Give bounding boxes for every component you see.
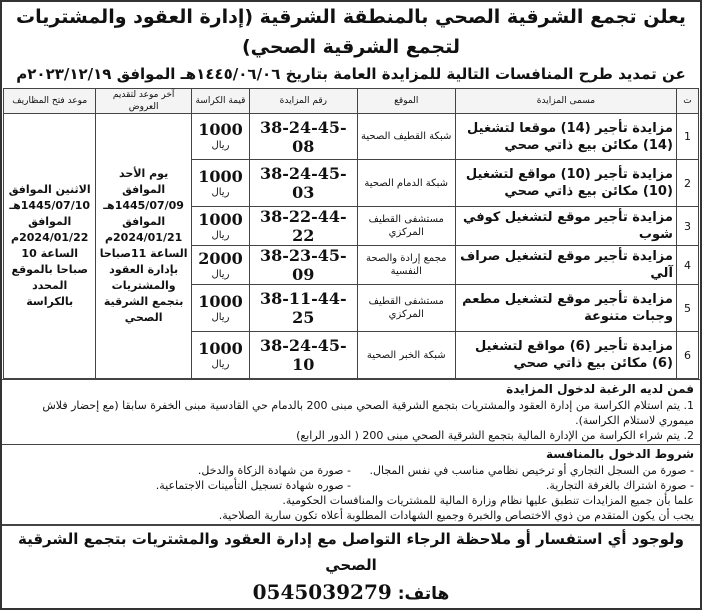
booklet-value <box>191 114 249 160</box>
value-amount: 1000 <box>198 291 243 311</box>
value-amount: 1000 <box>198 166 243 186</box>
entry-title: فمن لديه الرغبة لدخول المزايدة <box>506 382 694 396</box>
auctions-table <box>3 88 699 379</box>
auction-location: شبكة الدمام الصحية <box>357 160 455 207</box>
col-header: رقم المزايدة <box>250 89 357 114</box>
auction-location: شبكة القطيف الصحية <box>357 114 455 160</box>
auction-name: مزايدة تأجير موقع لتشغيل صراف آلي <box>455 246 676 285</box>
value-amount: 1000 <box>198 338 243 358</box>
contact-footer <box>2 524 700 608</box>
value-currency: ريال <box>211 358 230 370</box>
row-number: 1 <box>676 114 698 160</box>
submission-deadline: يوم الأحد الموافق 1445/07/09هـ الموافق 2024/01/21م الساعة 11صباحا بإدارة العقود والمشتريات بتجمع الشرقية الصحي <box>96 114 191 379</box>
auction-name: مزايدة تأجير (10) مواقع لتشغيل (10) مكائن بيع ذاتي صحي <box>455 160 676 207</box>
table-row <box>4 114 699 160</box>
auction-number: 38-11-44-25 <box>250 285 357 332</box>
col-header: الموقع <box>357 89 455 114</box>
auction-name: مزايدة تأجير (14) موقعا لتشغيل (14) مكائن بيع ذاتي صحي <box>455 114 676 160</box>
contact-text: ولوجود أي استفسار أو ملاحظة الرجاء التواصل مع إدارة العقود والمشتريات بتجمع الشرقية الصحي <box>17 530 684 574</box>
entry-item: 2. يتم شراء الكراسة من الإدارة المالية بتجمع الشرقية الصحي مبنى 200 ( الدور الرابع) <box>296 429 694 442</box>
announcement-subtitle: عن تمديد طرح المنافسات التالية للمزايدة العامة بتاريخ ١٤٤٥/٠٦/٠٦هـ الموافق ٢٠٢٣/١٢/١٩م <box>16 65 686 83</box>
auction-number: 38-24-45-03 <box>250 160 357 207</box>
announcement-title: يعلن تجمع الشرقية الصحي بالمنطقة الشرقية (إدارة العقود والمشتريات لتجمع الشرقية الصحي) <box>16 6 686 58</box>
value-amount: 1000 <box>198 209 243 229</box>
value-currency: ريال <box>211 229 230 241</box>
row-number: 5 <box>676 285 698 332</box>
value-currency: ريال <box>211 268 230 280</box>
value-amount: 1000 <box>198 120 243 139</box>
value-currency: ريال <box>211 311 230 323</box>
auction-name: مزايدة تأجير (6) مواقع لتشغيل (6) مكائن بيع ذاتي صحي <box>455 332 676 379</box>
condition-doc: - صوره شهادة تسجيل التأمينات الاجتماعية. <box>155 479 351 492</box>
col-header: قيمة الكراسة <box>191 89 249 114</box>
envelope-opening: الاثنين الموافق 1445/07/10هـ الموافق 2024/01/22م الساعة 10 صباحا بالموقع المحدد بالكراسة <box>4 114 96 379</box>
col-header: ت <box>676 89 698 114</box>
col-header: موعد فتح المظاريف <box>4 89 96 114</box>
col-header: مسمى المزايدة <box>455 89 676 114</box>
auction-number: 38-24-45-10 <box>250 332 357 379</box>
auction-location: مستشفى القطيف المركزي <box>357 285 455 332</box>
value-currency: ريال <box>211 186 230 198</box>
condition-note: يجب أن يكون المتقدم من ذوي الاختصاص والخبرة وجميع الشهادات المطلوبة أعلاه تكون سارية الصلاحية. <box>218 509 694 522</box>
phone-label: هاتف: <box>397 584 450 604</box>
condition-doc: - صورة من السجل التجاري أو ترخيص نظامي مناسب في نفس المجال. <box>369 464 694 477</box>
auction-number: 38-23-45-09 <box>250 246 357 285</box>
auction-location: مجمع إرادة والصحة النفسية <box>357 246 455 285</box>
booklet-value <box>191 332 249 379</box>
entry-section <box>2 379 700 444</box>
auction-location: شبكة الخبر الصحية <box>357 332 455 379</box>
auction-name: مزايدة تأجير موقع لتشغيل كوفي شوب <box>455 207 676 246</box>
value-amount: 2000 <box>198 248 243 268</box>
entry-item: 1. يتم استلام الكراسة من إدارة العقود والمشتريات بتجمع الشرقية الصحي مبنى 200 بالدمام حي القادسية مبنى الخفرة سابقا (مع إحضار فلاش ميموري لاستلام الكراسة). <box>42 399 694 427</box>
auction-number: 38-24-45-08 <box>250 114 357 160</box>
conditions-title: شروط الدخول بالمنافسة <box>546 447 694 461</box>
booklet-value <box>191 246 249 285</box>
condition-doc: - صورة اشتراك بالغرفة التجارية. <box>545 479 694 492</box>
booklet-value <box>191 285 249 332</box>
condition-doc: - صورة من شهادة الزكاة والدخل. <box>197 464 351 477</box>
row-number: 4 <box>676 246 698 285</box>
row-number: 3 <box>676 207 698 246</box>
booklet-value <box>191 207 249 246</box>
condition-note: علما بأن جميع المزايدات تنطبق عليها نظام وزارة المالية للمشتريات والمنافسات الحكومية. <box>282 494 694 507</box>
auction-number: 38-22-44-22 <box>250 207 357 246</box>
row-number: 2 <box>676 160 698 207</box>
phone-number: 0545039279 <box>252 580 392 604</box>
table-header <box>4 89 699 114</box>
booklet-value <box>191 160 249 207</box>
col-header: آخر موعد لتقديم العروض <box>96 89 191 114</box>
row-number: 6 <box>676 332 698 379</box>
value-currency: ريال <box>211 140 230 151</box>
conditions-section <box>2 444 700 524</box>
auction-name: مزايدة تأجير موقع لتشغيل مطعم وجبات متنوعة <box>455 285 676 332</box>
auction-location: مستشفى القطيف المركزي <box>357 207 455 246</box>
